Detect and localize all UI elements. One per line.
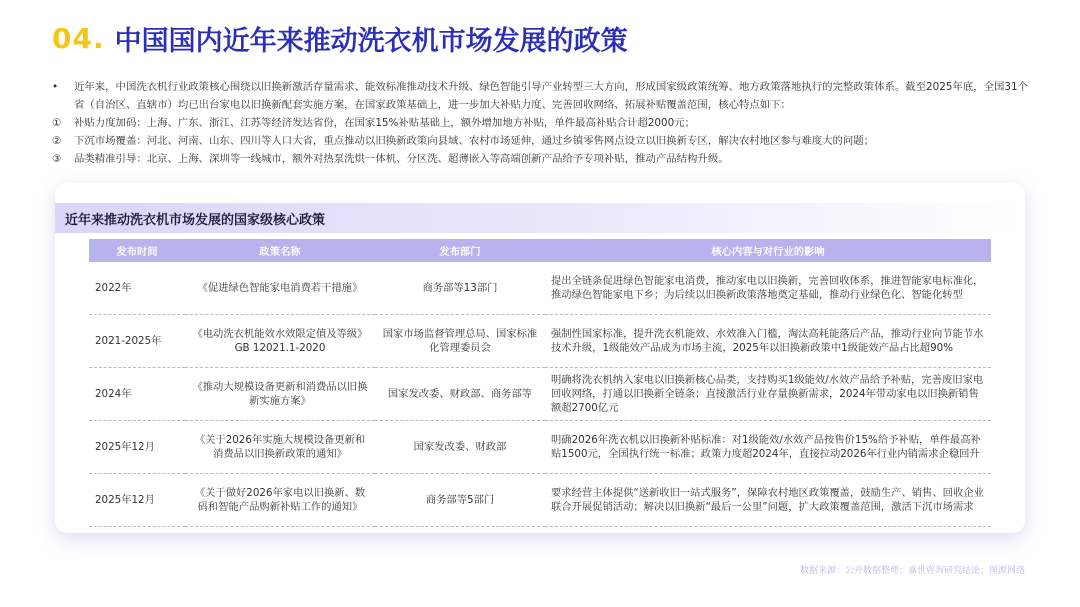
cell-policy: 《促进绿色智能家电消费若干措施》 [185,262,375,315]
table-row [89,262,991,315]
intro-point-text: 补贴力度加码：上海、广东、浙江、江苏等经济发达省份，在国家15%补贴基础上，额外增加地方补贴，单件最高补贴合计超2000元； [74,117,696,129]
cell-date: 2025年12月 [89,474,185,527]
cell-department: 国家发改委、财政部 [375,421,545,474]
cell-department: 国家发改委、财政部、商务部等 [375,368,545,421]
data-source-note: 数据来源：公开数据整理；嘉世咨询研究结论；图源网络 [799,566,1025,576]
point-number: ① [52,117,62,129]
table-row [89,368,991,421]
section-number: 04. [52,21,105,55]
header-content: 核心内容与对行业的影响 [545,239,991,262]
intro-point [52,132,1032,150]
cell-content: 强制性国家标准，提升洗衣机能效、水效准入门槛，淘汰高耗能落后产品，推动行业向节能节水技术升级，1级能效产品成为市场主流，2025年以旧换新政策中1级能效产品占比超90% [545,315,991,368]
point-number: ② [52,135,62,147]
cell-policy: 《电动洗衣机能效水效限定值及等级》GB 12021.1-2020 [185,315,375,368]
cell-date: 2021-2025年 [89,315,185,368]
cell-content: 提出全链条促进绿色智能家电消费，推动家电以旧换新，完善回收体系，推进智能家电标准化，推动绿色智能家电下乡；为后续以旧换新政策落地奠定基础，推动行业绿色化、智能化转型 [545,262,991,315]
policy-table [89,239,991,527]
table-row [89,421,991,474]
point-number: ③ [52,153,62,165]
header-policy: 政策名称 [185,239,375,262]
header-department: 发布部门 [375,239,545,262]
cell-policy: 《关于2026年实施大规模设备更新和消费品以旧换新政策的通知》 [185,421,375,474]
card-title: 近年来推动洗衣机市场发展的国家级核心政策 [65,212,326,228]
intro-point-text: 品类精准引导：北京、上海、深圳等一线城市，额外对热泵洗烘一体机、分区洗、超薄嵌入等高端创新产品给予专项补贴，推动产品结构升级。 [74,153,729,165]
cell-content: 明确2026年洗衣机以旧换新补贴标准：对1级能效/水效产品按售价15%给予补贴，单件最高补贴1500元，全国执行统一标准；政策力度超2024年，直接拉动2026年行业内销需求企稳回升 [545,421,991,474]
policy-card [55,183,1025,533]
cell-date: 2022年 [89,262,185,315]
table-row [89,315,991,368]
card-title-bar [55,203,1023,233]
intro-paragraph [52,78,1032,114]
intro-point [52,114,1032,132]
cell-policy: 《推动大规模设备更新和消费品以旧换新实施方案》 [185,368,375,421]
cell-content: 要求经营主体提供“送新收旧一站式服务”，保障农村地区政策覆盖，鼓励生产、销售、回收企业联合开展促销活动；解决以旧换新“最后一公里”问题，扩大政策覆盖范围，激活下沉市场需求 [545,474,991,527]
cell-department: 商务部等13部门 [375,262,545,315]
intro-point-text: 下沉市场覆盖：河北、河南、山东、四川等人口大省，重点推动以旧换新政策向县域、农村市场延伸，通过乡镇零售网点设立以旧换新专区，解决农村地区参与难度大的问题； [74,135,875,147]
cell-date: 2024年 [89,368,185,421]
bullet-mark: • [52,81,59,93]
cell-policy: 《关于做好2026年家电以旧换新、数码和智能产品购新补贴工作的通知》 [185,474,375,527]
table-row [89,474,991,527]
intro-text [52,78,1032,168]
intro-point [52,150,1032,168]
cell-department: 商务部等5部门 [375,474,545,527]
table-header-row [89,239,991,262]
cell-date: 2025年12月 [89,421,185,474]
cell-content: 明确将洗衣机纳入家电以旧换新核心品类，支持购买1级能效/水效产品给予补贴，完善废旧家电回收网络，打通以旧换新全链条；直接激活行业存量换新需求，2024年带动家电以旧换新销售额超2700亿元 [545,368,991,421]
header-date: 发布时间 [89,239,185,262]
intro-paragraph-text: 近年来，中国洗衣机行业政策核心围绕以旧换新激活存量需求、能效标准推动技术升级、绿色智能引导产业转型三大方向，形成国家级政策统筹、地方政策落地执行的完整政策体系。截至2025年底，全国31个省（自治区、直辖市）均已出台家电以旧换新配套实施方案，在国家政策基础上，进一步加大补贴力度、完善回收网络、拓展补贴覆盖范围，核心特点如下： [74,81,1029,111]
cell-department: 国家市场监督管理总局、国家标准化管理委员会 [375,315,545,368]
page-header [52,18,628,58]
page-title: 中国国内近年来推动洗衣机市场发展的政策 [114,25,628,57]
